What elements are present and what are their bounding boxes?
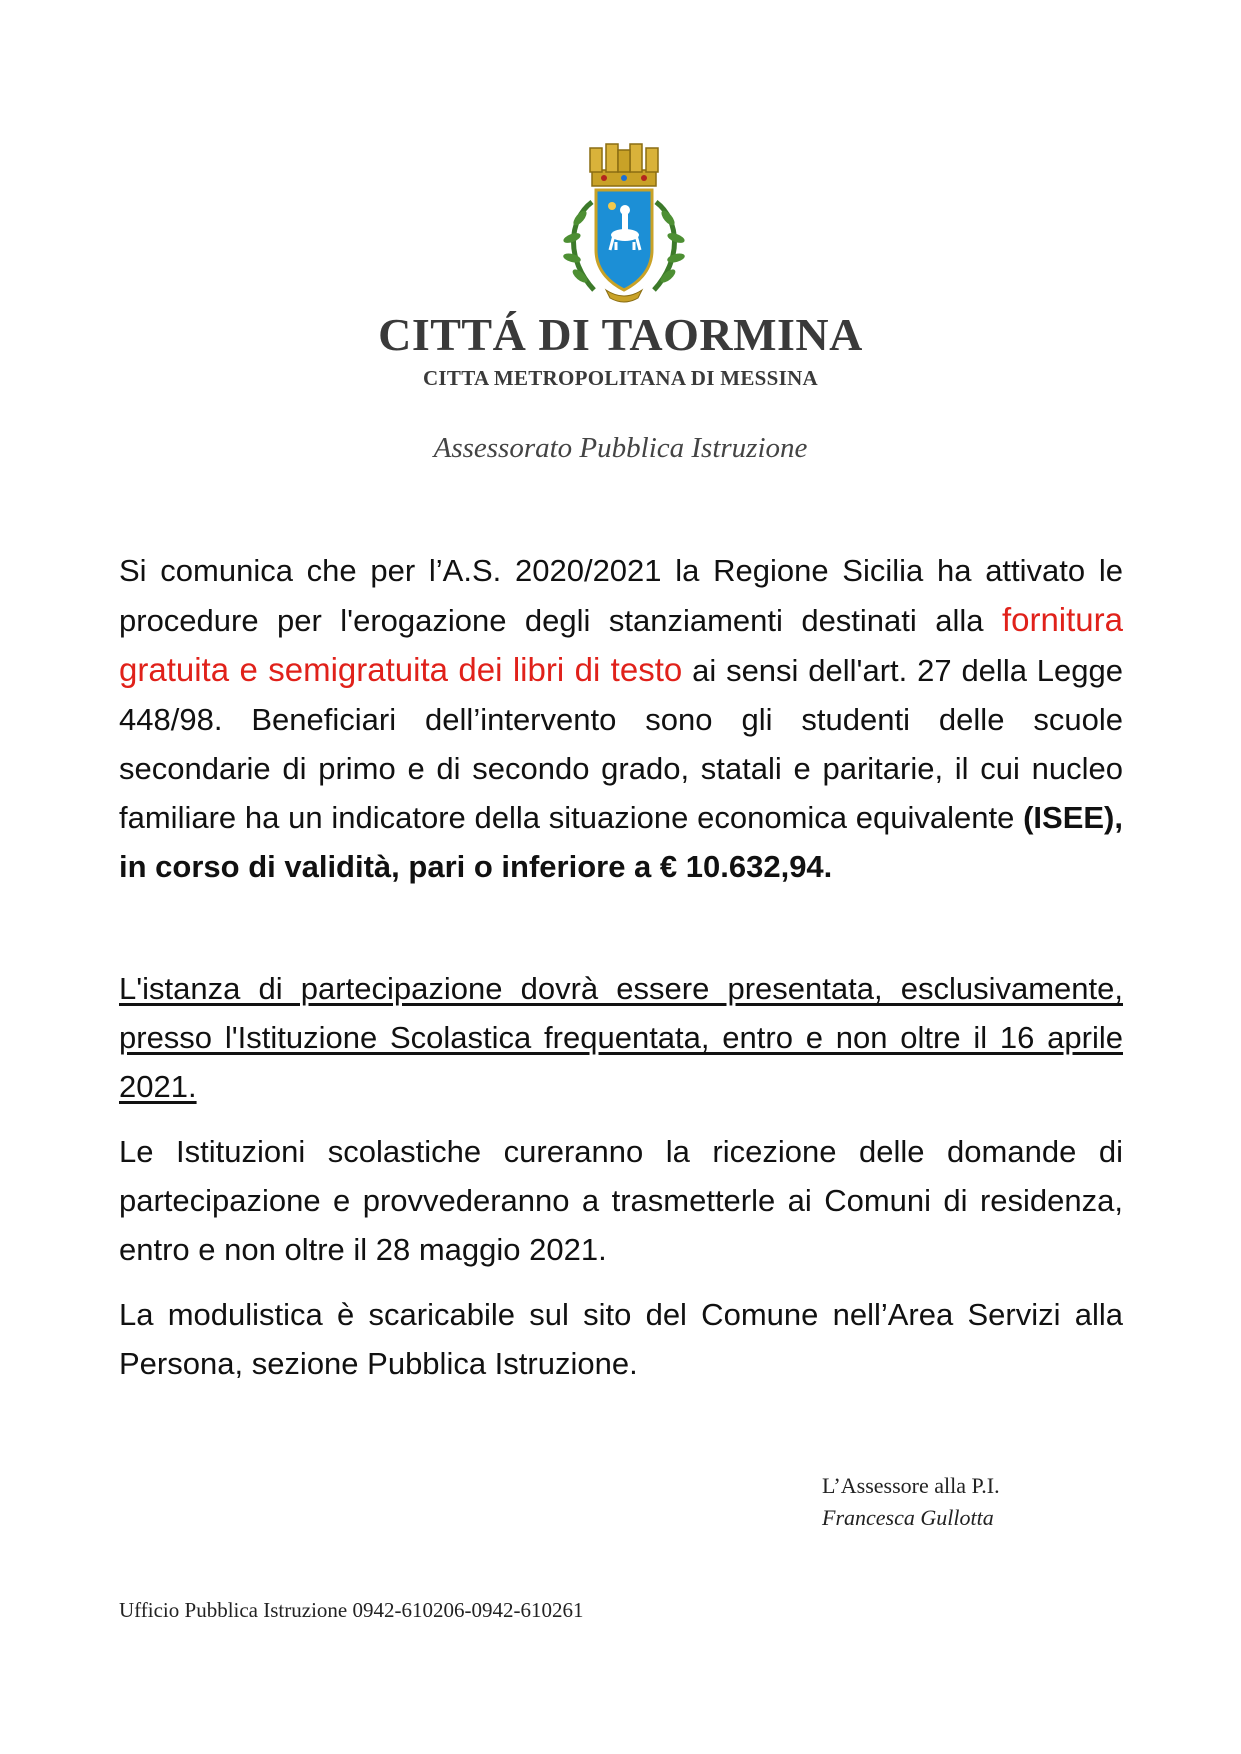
signature-name: Francesca Gullotta [822, 1505, 994, 1530]
paragraph-announcement [119, 546, 1123, 891]
taormina-coat-of-arms-icon [554, 140, 694, 310]
paragraph-text: ai sensi dell'art. 27 della Legge 448/98. Beneficiari dell’intervento sono gli studenti delle scuole secondarie di primo e di secondo grado, statali e paritarie, il cui nucleo familiare ha un indicatore della situazione economica equivalente [119, 653, 1123, 835]
city-title: CITTÁ DI TAORMINA [378, 309, 863, 360]
paragraph-text: Si comunica che per l’A.S. 2020/2021 la Regione Sicilia ha attivato le procedure per l'erogazione degli stanziamenti destinati alla [119, 553, 1123, 638]
signature-role: L’Assessore alla P.I. [822, 1473, 1000, 1498]
highlighted-text: fornitura gratuita e semigratuita dei libri di testo [119, 601, 1123, 688]
paragraph-forms: La modulistica è scaricabile sul sito del Comune nell’Area Servizi alla Persona, sezione Pubblica Istruzione. [119, 1297, 1123, 1381]
department-name: Assessorato Pubblica Istruzione [433, 432, 808, 464]
paragraph-deadline: L'istanza di partecipazione dovrà essere presentata, esclusivamente, presso l'Istituzione Scolastica frequentata, entro e non oltre il 16 aprile 2021. [119, 971, 1123, 1104]
city-subtitle: CITTA METROPOLITANA DI MESSINA [422, 366, 819, 390]
paragraph-schools: Le Istituzioni scolastiche cureranno la ricezione delle domande di partecipazione e provvederanno a trasmetterle ai Comuni di residenza, entro e non oltre il 28 maggio 2021. [119, 1134, 1123, 1267]
isee-threshold-text: (ISEE), in corso di validità, pari o inferiore a € 10.632,94. [119, 800, 1123, 884]
footer-contact: Ufficio Pubblica Istruzione 0942-610206-0942-610261 [119, 1598, 584, 1622]
signature-block [822, 1470, 1000, 1534]
